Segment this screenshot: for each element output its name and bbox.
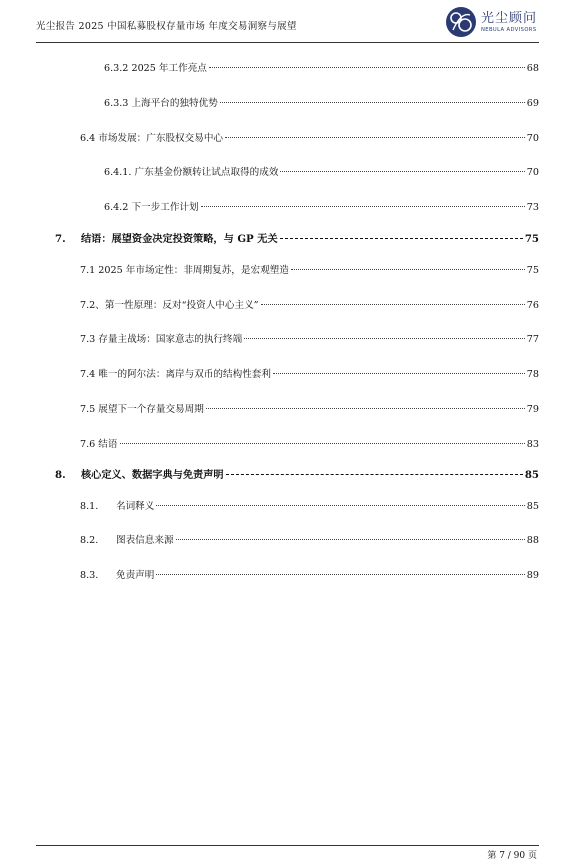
toc-entry-page: 68 [526,63,539,74]
toc-entry-title: 7.2、第一性原理：反对“投资人中心主义” [80,300,259,311]
toc-chapter-number: 8. [55,469,66,481]
toc-entry[interactable] [80,130,539,146]
page-header [0,0,575,46]
toc-entry[interactable] [104,164,539,180]
toc-leader [176,539,525,540]
toc-entry-page: 70 [526,167,539,178]
toc-chapter-number: 7. [55,233,66,245]
toc-leader [220,102,525,103]
toc-entry[interactable] [80,401,539,417]
page-number: 第 7 / 90 页 [487,851,537,861]
toc-entry-title: 7.4 唯一的阿尔法：离岸与双币的结构性套利 [80,369,271,380]
toc-entry[interactable] [80,366,539,382]
toc-entry-number: 8.3. [80,570,99,581]
toc-entry-number: 8.1. [80,501,99,512]
logo-name-cn: 光尘顾问 [480,10,537,26]
toc-entry[interactable] [80,532,539,548]
toc-entry-page: 85 [526,501,539,512]
toc-leader [244,338,525,339]
toc-leader [156,574,524,575]
footer-rule [36,845,539,846]
toc-leader [261,304,525,305]
header-rule [36,42,539,43]
toc-entry-page: 88 [526,535,539,546]
toc-leader [225,137,525,138]
toc-entry-page: 75 [526,265,539,276]
toc-leader [280,171,524,172]
nebula-logo-icon [445,6,477,38]
logo-name-en: NEBULA ADVISORS [480,26,537,33]
toc-entry-number: 8.2. [80,535,99,546]
toc-leader [201,206,525,207]
toc-entry[interactable] [80,297,539,313]
toc-entry-page: 78 [526,369,539,380]
toc-leader [226,474,523,475]
toc-chapter[interactable] [55,230,539,246]
toc-entry[interactable] [104,60,539,76]
toc-entry[interactable] [80,331,539,347]
toc-entry[interactable] [80,567,539,583]
toc-entry-title: 7.5 展望下一个存量交易周期 [80,404,204,415]
toc-entry[interactable] [80,262,539,278]
toc-entry-title: 核心定义、数据字典与免责声明 [81,469,224,481]
toc-entry-page: 69 [526,98,539,109]
toc-entry-page: 70 [526,133,539,144]
toc-entry-title: 6.3.2 2025 年工作亮点 [104,63,207,74]
toc-entry-title: 6.4 市场发展：广东股权交易中心 [80,133,224,144]
toc-entry[interactable] [104,95,539,111]
toc-leader [120,443,525,444]
toc-entry-page: 85 [524,469,539,481]
toc-entry-page: 89 [526,570,539,581]
toc-entry-title: 6.4.2 下一步工作计划 [104,202,199,213]
toc-leader [209,67,525,68]
toc-entry[interactable] [80,498,539,514]
toc-entry-title: 6.4.1. 广东基金份额转让试点取得的成效 [104,167,279,178]
toc-leader [291,269,525,270]
toc-entry-title: 7.6 结语 [80,439,118,450]
toc-leader [273,373,525,374]
toc-leader [156,505,524,506]
toc-entry-page: 79 [526,404,539,415]
toc-entry-page: 73 [526,202,539,213]
toc-entry-page: 83 [526,439,539,450]
toc-chapter[interactable] [55,466,539,482]
toc-entry-title: 6.3.3 上海平台的独特优势 [104,98,218,109]
toc-entry-page: 76 [526,300,539,311]
toc-entry-title: 结语：展望资金决定投资策略，与 GP 无关 [81,233,278,245]
header-title: 光尘报告 2025 中国私募股权存量市场 年度交易洞察与展望 [36,21,297,32]
toc-leader [280,238,523,239]
toc-entry[interactable] [104,199,539,215]
logo [445,5,537,39]
toc-entry-page: 75 [524,233,539,245]
toc-entry[interactable] [80,436,539,452]
toc-entry-title: 7.1 2025 年市场定性：非周期复苏，是宏观塑造 [80,265,289,276]
toc-entry-page: 77 [526,334,539,345]
toc-entry-title: 名词释义 [116,501,155,512]
toc-entry-title: 7.3 存量主战场：国家意志的执行终端 [80,334,243,345]
toc-entry-title: 免责声明 [116,570,155,581]
toc-leader [206,408,525,409]
toc-entry-title: 图表信息来源 [116,535,174,546]
